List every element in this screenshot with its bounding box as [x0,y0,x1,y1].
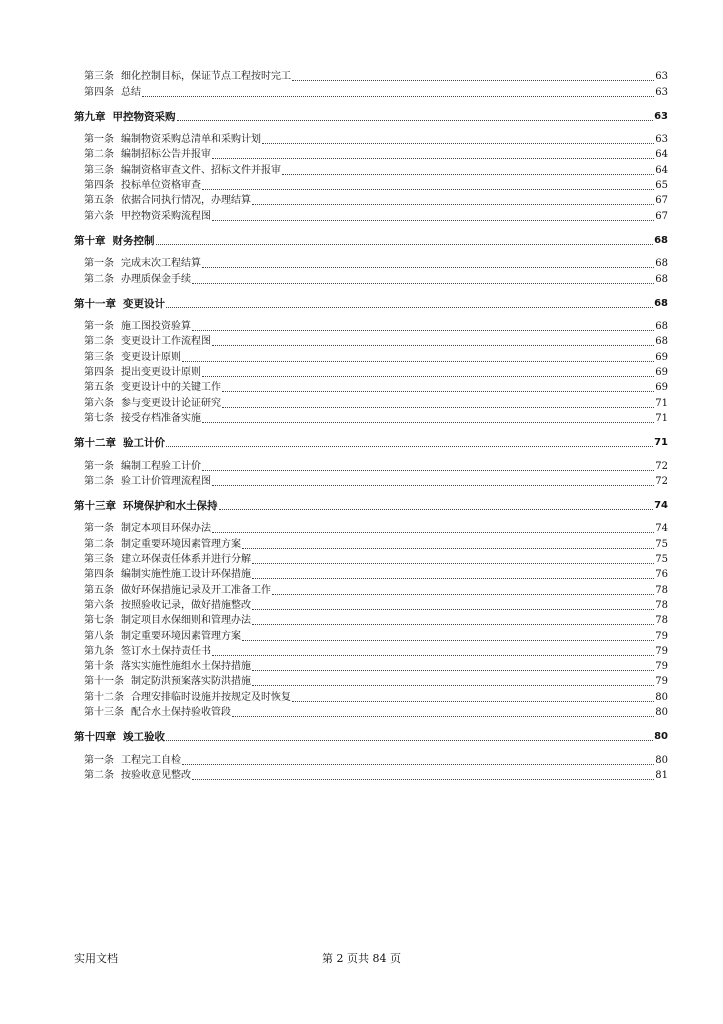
toc-dot-leader [192,329,654,331]
toc-article-entry[interactable] [74,270,668,285]
toc-article-entry[interactable] [74,520,668,535]
toc-entry-page-number: 63 [655,71,668,83]
toc-entry-title: 投标单位资格审查 [121,180,201,192]
toc-entry-title: 验工计价 [123,437,165,450]
toc-entry-page-number: 63 [655,86,668,98]
toc-entry-number: 第十章 [74,234,106,247]
toc-entry-page-number: 76 [655,569,668,581]
toc-entry-title: 编制物资采购总清单和采购计划 [121,134,261,146]
toc-entry-page-number: 69 [655,382,668,394]
toc-entry-title: 制定重要环境因素管理方案 [121,630,241,642]
toc-article-entry[interactable] [74,627,668,642]
toc-entry-title: 按照验收记录，做好措施整改 [121,599,251,611]
toc-entry-title: 编制资格审查文件、招标文件并报审 [121,164,281,176]
toc-entry-number: 第九条 [84,645,114,657]
toc-dot-leader [242,547,654,549]
toc-entry-page-number: 69 [655,351,668,363]
toc-chapter-entry[interactable] [74,295,668,310]
toc-article-entry[interactable] [74,333,668,348]
toc-article-entry[interactable] [74,473,668,488]
toc-entry-number: 第二条 [84,336,114,348]
toc-dot-leader [222,406,654,408]
toc-entry-title: 落实实施性施组水土保持措施 [121,661,251,673]
toc-entry-page-number: 78 [655,584,668,596]
toc-entry-page-number: 68 [655,321,668,333]
toc-entry-title: 依据合同执行情况，办理结算 [121,195,251,207]
toc-entry-title: 参与变更设计论证研究 [121,397,221,409]
toc-article-entry[interactable] [74,688,668,703]
toc-entry-title: 办理质保金手续 [121,273,191,285]
toc-dot-leader [202,266,654,268]
toc-entry-page-number: 78 [655,599,668,611]
toc-dot-leader [262,142,654,144]
toc-dot-leader [252,623,654,625]
toc-entry-number: 第一条 [84,258,114,270]
toc-entry-page-number: 75 [655,538,668,550]
toc-dot-leader [212,219,654,221]
toc-dot-leader [202,421,654,423]
toc-entry-page-number: 64 [655,149,668,161]
toc-entry-number: 第五条 [84,382,114,394]
toc-entry-title: 细化控制目标，保证节点工程按时完工 [121,71,291,83]
toc-entry-page-number: 65 [655,180,668,192]
toc-dot-leader [222,390,654,392]
toc-dot-leader [252,608,654,610]
toc-entry-number: 第四条 [84,569,114,581]
toc-entry-page-number: 64 [655,164,668,176]
toc-entry-title: 制定防洪预案落实防洪措施 [131,676,251,688]
toc-dot-leader [252,203,654,205]
toc-entry-number: 第二条 [84,538,114,550]
toc-entry-number: 第二条 [84,769,114,781]
toc-entry-title: 制定项目水保细则和管理办法 [121,615,251,627]
toc-entry-title: 变更设计原则 [121,351,181,363]
toc-article-entry[interactable] [74,673,668,688]
toc-entry-title: 验工计价管理流程图 [121,475,211,487]
toc-dot-leader [177,119,654,121]
toc-entry-number: 第十一条 [84,676,124,688]
toc-entry-number: 第六条 [84,599,114,611]
toc-article-entry[interactable] [74,177,668,192]
toc-entry-page-number: 63 [655,134,668,146]
toc-dot-leader [212,654,654,656]
toc-entry-title: 工程完工自检 [121,754,181,766]
toc-entry-page-number: 72 [655,460,668,472]
toc-entry-page-number: 81 [655,769,668,781]
toc-entry-page-number: 68 [655,273,668,285]
toc-entry-page-number: 72 [655,475,668,487]
toc-dot-leader [212,484,654,486]
toc-article-entry[interactable] [74,255,668,270]
toc-article-entry[interactable] [74,394,668,409]
toc-entry-title: 配合水土保持验收管段 [131,706,231,718]
toc-entry-number: 第十二条 [84,691,124,703]
toc-entry-page-number: 79 [655,630,668,642]
toc-dot-leader [202,469,654,471]
toc-entry-number: 第三条 [84,351,114,363]
toc-dot-leader [252,562,654,564]
toc-entry-number: 第一条 [84,754,114,766]
toc-entry-page-number: 68 [654,234,668,246]
toc-article-entry[interactable] [74,597,668,612]
toc-entry-number: 第十条 [84,661,114,673]
toc-dot-leader [212,344,654,346]
toc-article-entry[interactable] [74,551,668,566]
toc-dot-leader [202,375,654,377]
toc-dot-leader [212,531,654,533]
toc-entry-page-number: 71 [655,397,668,409]
toc-dot-leader [182,360,654,362]
toc-entry-title: 财务控制 [112,234,155,247]
toc-dot-leader [252,577,654,579]
toc-dot-leader [192,282,654,284]
toc-article-entry[interactable] [74,379,668,394]
toc-entry-title: 建立环保责任体系并进行分解 [121,554,251,566]
toc-entry-page-number: 63 [654,110,668,122]
toc-entry-number: 第四条 [84,86,114,98]
toc-entry-title: 按验收意见整改 [121,769,191,781]
toc-entry-title: 做好环保措施记录及开工准备工作 [121,584,271,596]
toc-entry-title: 总结 [121,86,141,98]
toc-entry-number: 第一条 [84,460,114,472]
toc-entry-page-number: 80 [655,691,668,703]
toc-entry-number: 第九章 [74,110,106,123]
toc-entry-page-number: 78 [655,615,668,627]
toc-chapter-entry[interactable] [74,497,668,512]
toc-dot-leader [232,715,654,717]
toc-entry-title: 完成末次工程结算 [121,258,201,270]
toc-article-entry[interactable] [74,658,668,673]
toc-entry-title: 制定本项目环保办法 [121,523,211,535]
toc-article-entry[interactable] [74,457,668,472]
toc-dot-leader [242,639,654,641]
toc-entry-number: 第十四章 [74,731,116,744]
toc-entry-page-number: 68 [654,297,668,309]
toc-article-entry[interactable] [74,643,668,658]
toc-entry-title: 变更设计工作流程图 [121,336,211,348]
toc-dot-leader [192,778,654,780]
toc-article-entry[interactable] [74,318,668,333]
toc-article-entry[interactable] [74,410,668,425]
toc-entry-title: 施工图投资验算 [121,321,191,333]
toc-entry-title: 编制招标公告并报审 [121,149,211,161]
toc-entry-title: 接受存档准备实施 [121,412,201,424]
toc-entry-title: 变更设计 [123,297,165,310]
toc-entry-title: 编制实施性施工设计环保措施 [121,569,251,581]
toc-article-entry[interactable] [74,751,668,766]
toc-dot-leader [292,79,654,81]
toc-entry-number: 第五条 [84,195,114,207]
toc-entry-title: 提出变更设计原则 [121,367,201,379]
toc-article-entry[interactable] [74,566,668,581]
toc-entry-page-number: 71 [654,437,668,449]
toc-dot-leader [212,157,654,159]
toc-entry-number: 第十一章 [74,297,116,310]
toc-entry-title: 编制工程验工计价 [121,460,201,472]
toc-entry-number: 第七条 [84,615,114,627]
toc-entry-page-number: 79 [655,661,668,673]
toc-dot-leader [142,95,654,97]
toc-article-entry[interactable] [74,146,668,161]
toc-article-entry[interactable] [74,535,668,550]
toc-chapter-entry[interactable] [74,434,668,449]
toc-article-entry[interactable] [74,364,668,379]
toc-entry-page-number: 80 [655,754,668,766]
toc-entry-number: 第一条 [84,523,114,535]
toc-entry-page-number: 74 [655,523,668,535]
toc-entry-page-number: 79 [655,645,668,657]
toc-chapter-entry[interactable] [74,232,668,247]
toc-entry-page-number: 74 [654,500,668,512]
toc-entry-number: 第十三条 [84,706,124,718]
toc-dot-leader [282,173,654,175]
toc-entry-page-number: 67 [655,195,668,207]
page-number-indicator: 第 2 页共 84 页 [322,952,401,965]
toc-entry-number: 第四条 [84,180,114,192]
toc-entry-page-number: 67 [655,210,668,222]
toc-entry-page-number: 71 [655,412,668,424]
toc-article-entry[interactable] [74,192,668,207]
toc-entry-number: 第二条 [84,475,114,487]
toc-article-entry[interactable] [74,207,668,222]
toc-entry-number: 第十三章 [74,500,116,513]
toc-entry-number: 第八条 [84,630,114,642]
toc-entry-title: 甲控物资采购流程图 [121,210,211,222]
toc-entry-number: 第二条 [84,273,114,285]
toc-dot-leader [166,739,653,741]
toc-entry-page-number: 80 [654,731,668,743]
table-of-contents [74,68,668,782]
toc-chapter-entry[interactable] [74,728,668,743]
toc-entry-title: 签订水土保持责任书 [121,645,211,657]
toc-entry-title: 环境保护和水土保持 [123,500,218,513]
toc-dot-leader [182,763,654,765]
toc-dot-leader [166,445,653,447]
toc-entry-number: 第六条 [84,210,114,222]
toc-article-entry[interactable] [74,581,668,596]
toc-entry-number: 第四条 [84,367,114,379]
toc-entry-page-number: 79 [655,676,668,688]
toc-entry-title: 甲控物资采购 [112,110,176,123]
toc-entry-number: 第二条 [84,149,114,161]
toc-entry-number: 第三条 [84,164,114,176]
toc-dot-leader [156,243,654,245]
toc-entry-number: 第六条 [84,397,114,409]
toc-entry-page-number: 69 [655,367,668,379]
toc-dot-leader [202,188,654,190]
toc-article-entry[interactable] [74,767,668,782]
toc-article-entry[interactable] [74,68,668,83]
toc-entry-number: 第一条 [84,134,114,146]
toc-dot-leader [272,593,654,595]
toc-entry-title: 竣工验收 [123,731,165,744]
toc-entry-page-number: 80 [655,706,668,718]
toc-dot-leader [219,508,654,510]
toc-dot-leader [292,700,654,702]
toc-dot-leader [166,306,653,308]
toc-article-entry[interactable] [74,83,668,98]
toc-article-entry[interactable] [74,348,668,363]
toc-dot-leader [252,684,654,686]
toc-entry-page-number: 68 [655,258,668,270]
toc-entry-number: 第十二章 [74,437,116,450]
toc-entry-page-number: 75 [655,554,668,566]
toc-entry-title: 制定重要环境因素管理方案 [121,538,241,550]
footer-label: 实用文档 [74,952,118,965]
toc-dot-leader [252,669,654,671]
toc-entry-number: 第一条 [84,321,114,333]
toc-entry-page-number: 68 [655,336,668,348]
toc-entry-number: 第七条 [84,412,114,424]
toc-article-entry[interactable] [74,131,668,146]
toc-article-entry[interactable] [74,161,668,176]
toc-entry-number: 第三条 [84,554,114,566]
toc-article-entry[interactable] [74,612,668,627]
toc-entry-number: 第三条 [84,71,114,83]
toc-entry-number: 第五条 [84,584,114,596]
toc-entry-title: 合理安排临时设施并按规定及时恢复 [131,691,291,703]
toc-entry-title: 变更设计中的关键工作 [121,382,221,394]
toc-chapter-entry[interactable] [74,108,668,123]
toc-article-entry[interactable] [74,704,668,719]
